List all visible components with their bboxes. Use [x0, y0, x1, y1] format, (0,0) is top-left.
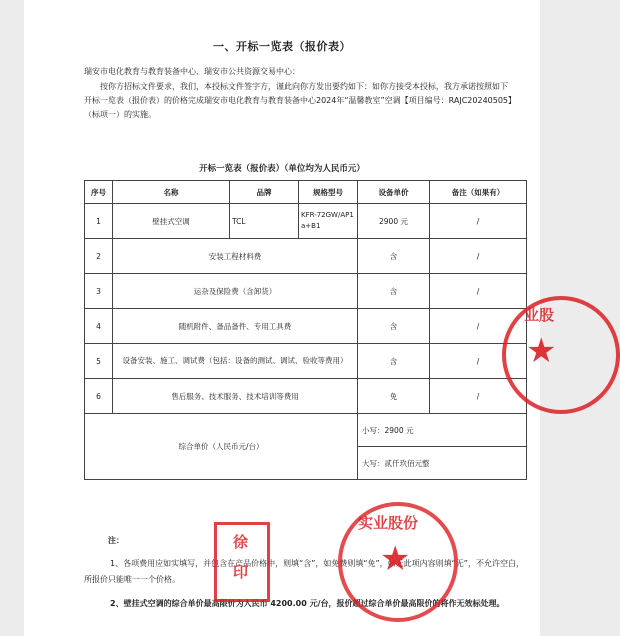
row-no: 6 [85, 379, 113, 414]
seal-lettering: 徐 [233, 533, 249, 551]
row-no: 4 [85, 309, 113, 344]
seal-lettering: 业股 [524, 306, 555, 324]
note-1: 1、各项费用应如实填写，并包含在产品价格中，则填“含”，如免费则填“免”，如无此项内容则填“无”，不允许空白，所报价只能唯一一个价格。 [84, 559, 524, 584]
row-no: 5 [85, 344, 113, 379]
company-seal-bottom [338, 502, 458, 622]
row-name: 设备安装、施工、调试费（包括：设备的测试、调试、验收等费用） [113, 344, 358, 379]
header-note: 备注（如果有） [430, 181, 527, 204]
header-price: 设备单价 [358, 181, 430, 204]
summary-label: 综合单价（人民币元/台） [85, 414, 358, 480]
table-row [85, 379, 527, 414]
document-title: 一、开标一览表（报价表） [213, 40, 351, 53]
header-name: 名称 [113, 181, 230, 204]
note-2: 2、壁挂式空调的综合单价最高限价为人民币 4200.00 元/台，报价超过综合单价最高限价的将作无效标处理。 [110, 599, 505, 608]
row-note: / [430, 344, 527, 379]
row-name: 安装工程材料费 [113, 239, 358, 274]
row-name: 运杂及保险费（含卸货） [113, 274, 358, 309]
row-note: / [430, 274, 527, 309]
table-row [85, 274, 527, 309]
notes-heading: 注： [108, 536, 124, 545]
row-brand: TCL [230, 204, 299, 239]
header-brand: 品牌 [230, 181, 299, 204]
header-model: 规格型号 [299, 181, 358, 204]
row-note: / [430, 379, 527, 414]
row-price: 含 [358, 309, 430, 344]
document-page [24, 0, 557, 636]
row-name: 壁挂式空调 [113, 204, 230, 239]
row-note: / [430, 239, 527, 274]
row-no: 3 [85, 274, 113, 309]
row-model: KFR-72GW/AP1a+B1 [299, 204, 358, 239]
row-name: 售后服务、技术服务、技术培训等费用 [113, 379, 358, 414]
intro-paragraph: 按你方招标文件要求，我们，本投标文件签字方，谨此向你方发出要约如下：如你方接受本投标，我方承诺按照如下开标一览表（报价表）的价格完成瑞安市电化教育与教育装备中心2024年“温馨教室”空调【项目编号：RAJC20240505】（标项一）的实施。 [84, 82, 513, 119]
row-price: 含 [358, 239, 430, 274]
table-row [85, 309, 527, 344]
row-note: / [430, 204, 527, 239]
seal-lettering: 印 [233, 563, 249, 581]
seal-star-icon: ★ [380, 539, 411, 579]
company-seal-right [502, 296, 620, 414]
row-no: 1 [85, 204, 113, 239]
table-caption: 开标一览表（报价表）（单位均为人民币元） [199, 164, 365, 174]
table-row [85, 239, 527, 274]
table-row [85, 204, 527, 239]
personal-seal [214, 522, 270, 602]
summary-lower: 小写：2900 元 [358, 414, 527, 447]
summary-upper: 大写：贰仟玖佰元整 [358, 447, 527, 480]
row-name: 随机附件、备品备件、专用工具费 [113, 309, 358, 344]
table-row [85, 344, 527, 379]
row-no: 2 [85, 239, 113, 274]
header-no: 序号 [85, 181, 113, 204]
seal-lettering: 实业股份 [358, 514, 419, 532]
table-header-row [85, 181, 527, 204]
summary-row-lower [85, 414, 527, 447]
seal-star-icon: ★ [526, 331, 557, 371]
row-price: 2900 元 [358, 204, 430, 239]
row-price: 含 [358, 274, 430, 309]
price-table [84, 180, 527, 480]
addressee: 瑞安市电化教育与教育装备中心、瑞安市公共资源交易中心： [84, 67, 300, 76]
row-note: / [430, 309, 527, 344]
row-price: 免 [358, 379, 430, 414]
row-price: 含 [358, 344, 430, 379]
